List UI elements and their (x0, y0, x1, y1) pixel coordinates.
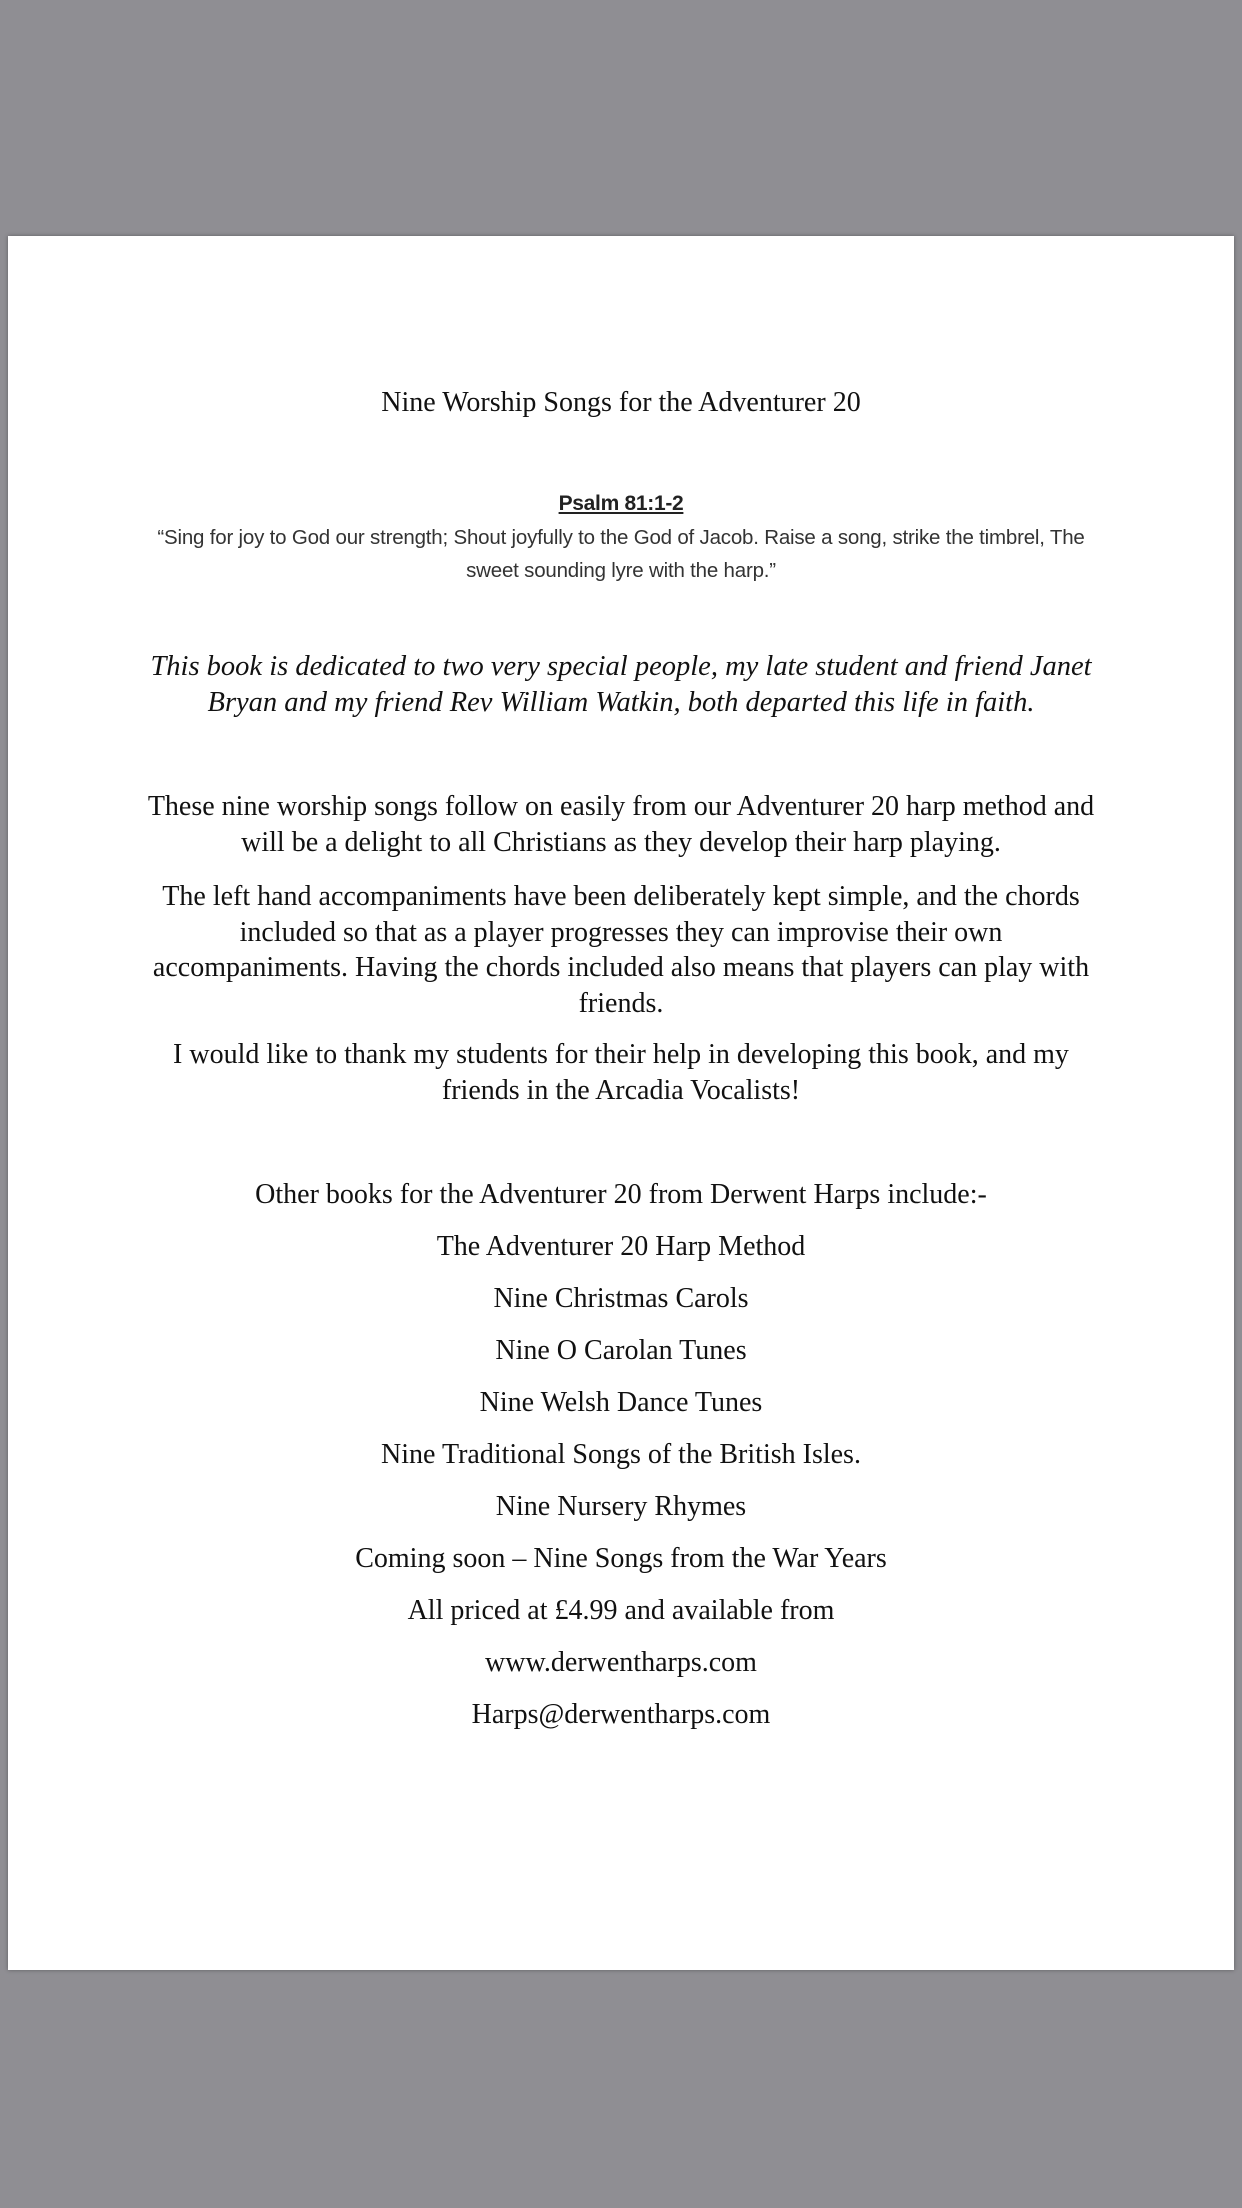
email-text: Harps@derwentharps.com (471, 1699, 771, 1730)
other-books-intro: Other books for the Adventurer 20 from Derwent Harps include:- (255, 1179, 987, 1210)
book-item: Coming soon – Nine Songs from the War Years (355, 1543, 887, 1574)
psalm-quote: “Sing for joy to God our strength; Shout joyfully to the God of Jacob. Raise a song, strike the timbrel, The sweet sounding lyre with the harp.” (157, 526, 1085, 582)
psalm-heading: Psalm 81:1-2 (558, 492, 684, 515)
book-item: Nine O Carolan Tunes (495, 1335, 747, 1366)
document-page (8, 236, 1234, 1970)
website-text: www.derwentharps.com (485, 1647, 757, 1678)
document-title: Nine Worship Songs for the Adventurer 20 (381, 387, 861, 418)
price-line: All priced at £4.99 and available from (407, 1595, 835, 1626)
book-item: Nine Christmas Carols (493, 1283, 749, 1314)
book-item: The Adventurer 20 Harp Method (436, 1231, 806, 1262)
dedication: This book is dedicated to two very special people, my late student and friend Janet Bryan and my friend Rev William Watkin, both departed this life in faith. (150, 651, 1092, 718)
paragraph: These nine worship songs follow on easily from our Adventurer 20 harp method and will be a delight to all Christians as they develop their harp playing. (147, 791, 1095, 858)
book-item: Nine Welsh Dance Tunes (479, 1387, 763, 1418)
other-books-list (8, 1169, 1234, 1741)
paragraph: I would like to thank my students for their help in developing this book, and my friends in the Arcadia Vocalists! (173, 1039, 1069, 1106)
book-item: Nine Traditional Songs of the British Isles. (381, 1439, 861, 1470)
book-item: Nine Nursery Rhymes (495, 1491, 747, 1522)
paragraph: The left hand accompaniments have been deliberately kept simple, and the chords included so that as a player progresses they can improvise their own accompaniments. Having the chords included also means that players can play with friends. (152, 881, 1090, 1019)
